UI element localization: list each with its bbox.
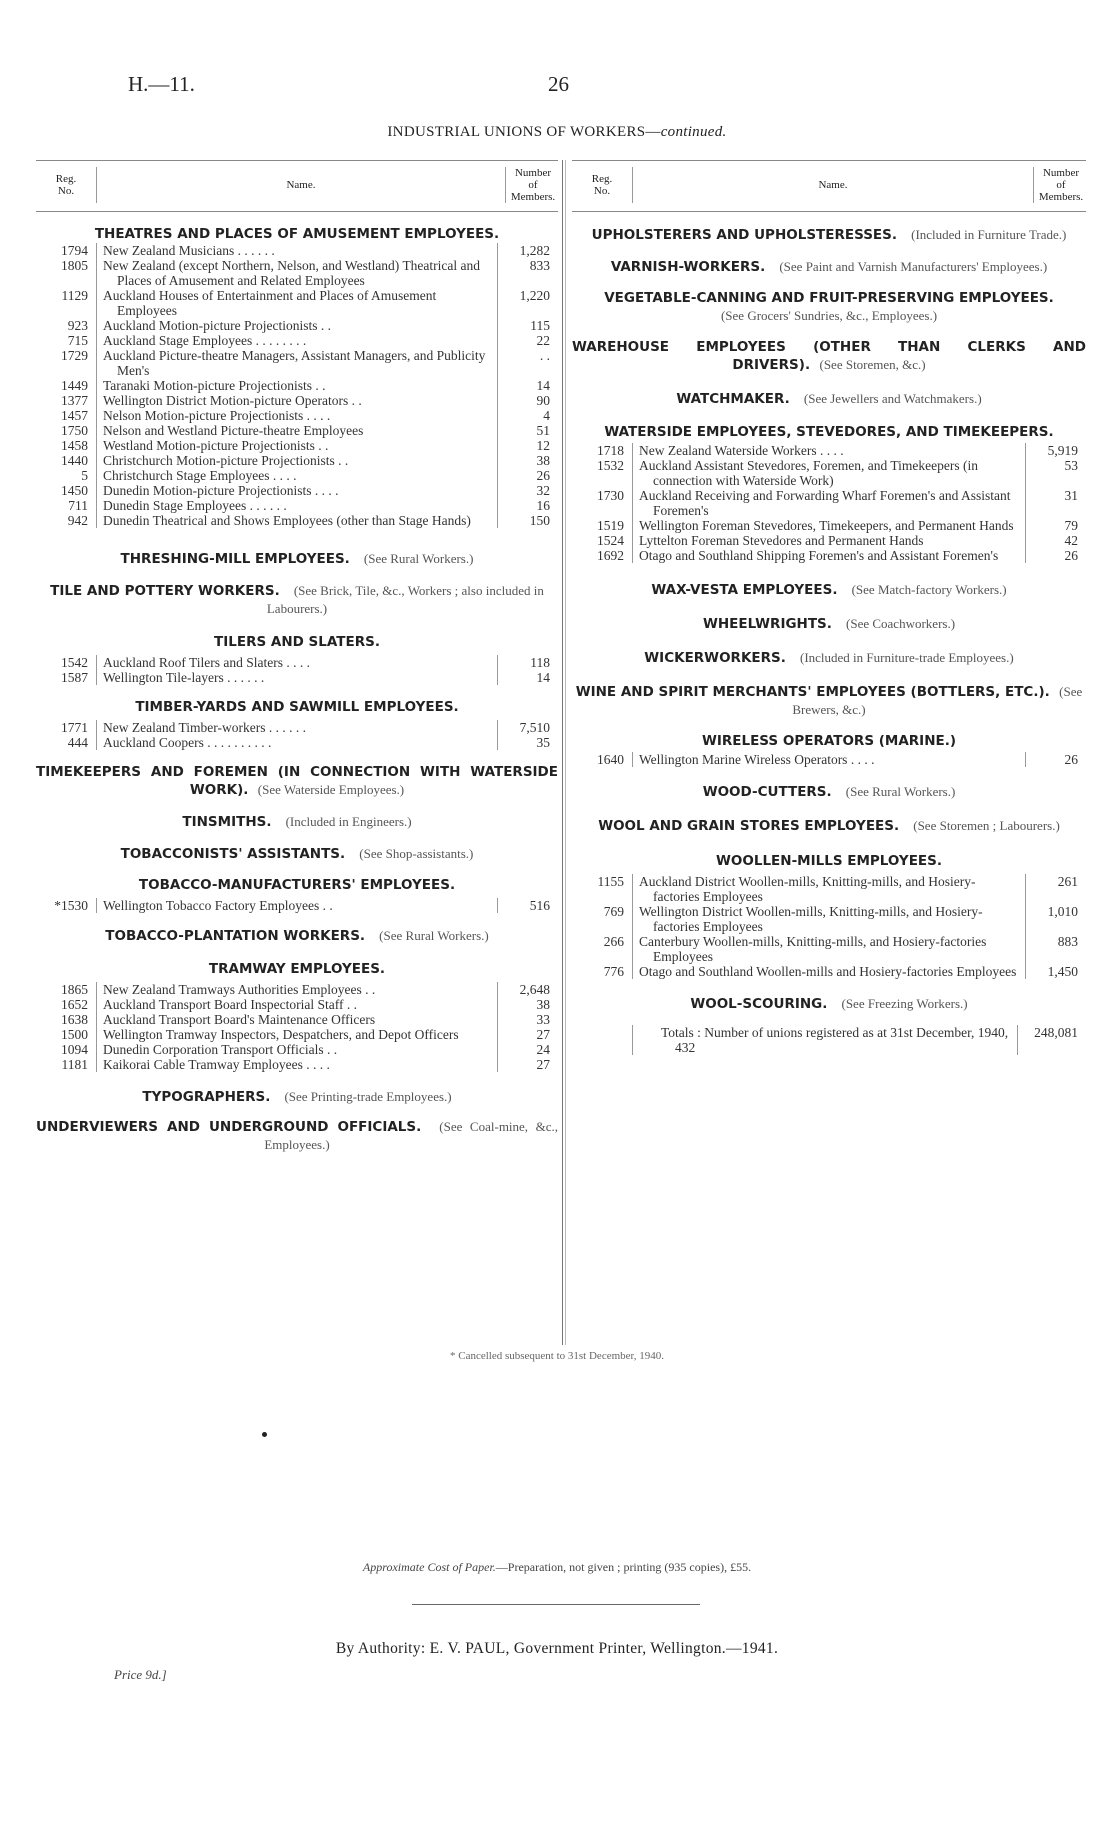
union-name: Kaikorai Cable Tramway Employees . . . . bbox=[103, 1057, 330, 1072]
reg-number: 444 bbox=[67, 735, 88, 750]
reg-number: 776 bbox=[603, 964, 624, 979]
union-name: Dunedin Corporation Transport Officials . . bbox=[103, 1042, 338, 1057]
reg-number: 1729 bbox=[61, 348, 88, 363]
left-column bbox=[36, 160, 558, 1154]
members-header: Number of Members. bbox=[1038, 167, 1084, 203]
union-name: Wellington District Woollen-mills, Knitting-mills, and Hosiery-factories Employees bbox=[639, 904, 983, 934]
name-header: Name. bbox=[96, 167, 506, 203]
section-tobacco-plantation: TOBACCO-PLANTATION WORKERS. (See Rural Workers.) bbox=[105, 928, 489, 944]
member-count: 35 bbox=[498, 735, 559, 750]
table-row bbox=[572, 752, 1086, 767]
union-name: Wellington Tobacco Factory Employees . . bbox=[103, 898, 333, 913]
page-title bbox=[0, 124, 1114, 141]
reg-number: 1652 bbox=[61, 997, 88, 1012]
section-vegetable: VEGETABLE-CANNING AND FRUIT-PRESERVING EMPLOYEES. (See Grocers' Sundries, &c., Employees.) bbox=[604, 290, 1054, 323]
reg-number: 1730 bbox=[597, 488, 624, 503]
table-row bbox=[572, 548, 1086, 563]
table-row bbox=[36, 655, 558, 670]
reg-number: 1750 bbox=[61, 423, 88, 438]
reg-number: 1692 bbox=[597, 548, 624, 563]
member-count: 5,919 bbox=[1026, 443, 1087, 458]
union-name: Auckland Assistant Stevedores, Foremen, and Timekeepers (in connection with Waterside Work) bbox=[639, 458, 978, 488]
section-watchmaker: WATCHMAKER. (See Jewellers and Watchmakers.) bbox=[676, 391, 982, 407]
section-warehouse: WAREHOUSE EMPLOYEES (OTHER THAN CLERKS AND DRIVERS). (See Storemen, &c.) bbox=[572, 339, 1086, 373]
member-count: 14 bbox=[498, 378, 559, 393]
reg-number: 5 bbox=[81, 468, 88, 483]
members-header: Number of Members. bbox=[510, 167, 556, 203]
table-row bbox=[572, 874, 1086, 904]
union-name: Auckland Houses of Entertainment and Places of Amusement Employees bbox=[103, 288, 437, 318]
member-count: 38 bbox=[498, 997, 559, 1012]
member-count: 27 bbox=[498, 1057, 559, 1072]
table-wireless bbox=[572, 752, 1086, 767]
table-row bbox=[36, 498, 558, 513]
reg-number: 1587 bbox=[61, 670, 88, 685]
reg-number: 1450 bbox=[61, 483, 88, 498]
price: Price 9d.] bbox=[114, 1667, 167, 1682]
section-wheelwrights: WHEELWRIGHTS. (See Coachworkers.) bbox=[702, 616, 956, 632]
reg-number: 1805 bbox=[61, 258, 88, 273]
member-count: 1,010 bbox=[1026, 904, 1087, 934]
page-title-main: INDUSTRIAL UNIONS OF WORKERS— bbox=[387, 124, 661, 140]
union-name: New Zealand (except Northern, Nelson, and Westland) Theatrical and Places of Amusement and Related Employees bbox=[103, 258, 481, 288]
table-row bbox=[36, 1042, 558, 1057]
table-row bbox=[36, 453, 558, 468]
union-name: Wellington Tile-layers . . . . . . bbox=[103, 670, 265, 685]
table-row bbox=[36, 333, 558, 348]
table-row bbox=[36, 378, 558, 393]
member-count: 27 bbox=[498, 1027, 559, 1042]
member-count: 4 bbox=[498, 408, 559, 423]
section-waxvesta: WAX-VESTA EMPLOYEES. (See Match-factory Workers.) bbox=[651, 582, 1007, 598]
reg-number: 942 bbox=[67, 513, 88, 528]
union-name: Canterbury Woollen-mills, Knitting-mills, and Hosiery-factories Employees bbox=[639, 934, 987, 964]
table-tilers bbox=[36, 655, 558, 685]
member-count: 26 bbox=[498, 468, 559, 483]
member-count: 38 bbox=[498, 453, 559, 468]
reg-no-header: Reg. No. bbox=[591, 173, 613, 197]
totals-label: Totals : Number of unions registered as at 31st December, 1940, 432 bbox=[661, 1025, 1009, 1055]
reg-number: *1530 bbox=[54, 898, 88, 913]
member-count: 261 bbox=[1026, 874, 1087, 904]
section-title-wireless: WIRELESS OPERATORS (MARINE.) bbox=[701, 733, 957, 749]
reg-number: 1155 bbox=[597, 874, 624, 889]
reg-number: 1094 bbox=[61, 1042, 88, 1057]
union-name: Taranaki Motion-picture Projectionists . . bbox=[103, 378, 326, 393]
union-name: Auckland Transport Board Inspectorial Staff . . bbox=[103, 997, 357, 1012]
section-title-tobacco-mfr: TOBACCO-MANUFACTURERS' EMPLOYEES. bbox=[138, 877, 456, 893]
member-count: 883 bbox=[1026, 934, 1087, 964]
member-count: 150 bbox=[498, 513, 559, 528]
table-row bbox=[36, 348, 558, 378]
member-count: 7,510 bbox=[498, 720, 559, 735]
reg-number: 1458 bbox=[61, 438, 88, 453]
table-row bbox=[36, 720, 558, 735]
section-varnish: VARNISH-WORKERS. (See Paint and Varnish Manufacturers' Employees.) bbox=[610, 259, 1048, 275]
member-count: 516 bbox=[498, 898, 559, 913]
member-count: 14 bbox=[498, 670, 559, 685]
table-tobacco-mfr bbox=[36, 898, 558, 913]
member-count: 26 bbox=[1026, 752, 1087, 767]
member-count: 79 bbox=[1026, 518, 1087, 533]
section-threshing: THRESHING-MILL EMPLOYEES. (See Rural Workers.) bbox=[120, 551, 474, 567]
section-title-tilers: TILERS AND SLATERS. bbox=[214, 634, 380, 650]
reg-number: 769 bbox=[603, 904, 624, 919]
printer-authority: By Authority: E. V. PAUL, Government Printer, Wellington.—1941. bbox=[335, 1640, 779, 1657]
reg-number: 923 bbox=[67, 318, 88, 333]
table-row bbox=[36, 735, 558, 750]
union-name: Auckland Receiving and Forwarding Wharf Foremen's and Assistant Foremen's bbox=[639, 488, 1011, 518]
reg-number: 715 bbox=[67, 333, 88, 348]
totals-row bbox=[572, 1025, 1086, 1055]
reg-no-header: Reg. No. bbox=[55, 173, 77, 197]
footer-rule bbox=[412, 1604, 700, 1605]
member-count: . . bbox=[498, 348, 559, 378]
section-wine: WINE AND SPIRIT MERCHANTS' EMPLOYEES (BOTTLERS, ETC.). (See Brewers, &c.) bbox=[575, 684, 1083, 717]
table-row bbox=[36, 1027, 558, 1042]
table-waterside bbox=[572, 443, 1086, 563]
member-count: 51 bbox=[498, 423, 559, 438]
member-count: 833 bbox=[498, 258, 559, 288]
member-count: 115 bbox=[498, 318, 559, 333]
union-name: Auckland Motion-picture Projectionists . . bbox=[103, 318, 331, 333]
union-name: Lyttelton Foreman Stevedores and Permanent Hands bbox=[639, 533, 924, 548]
table-row bbox=[36, 318, 558, 333]
reg-number: 1771 bbox=[61, 720, 88, 735]
member-count: 26 bbox=[1026, 548, 1087, 563]
reg-number: 1524 bbox=[597, 533, 624, 548]
union-name: Christchurch Stage Employees . . . . bbox=[103, 468, 297, 483]
reg-number: 1532 bbox=[597, 458, 624, 473]
left-column-header bbox=[36, 160, 558, 212]
stray-mark bbox=[262, 1432, 267, 1437]
union-name: Nelson Motion-picture Projectionists . . . . bbox=[103, 408, 331, 423]
cost-of-paper: Approximate Cost of Paper.—Preparation, not given ; printing (935 copies), £55. bbox=[362, 1560, 752, 1574]
union-name: Wellington Tramway Inspectors, Despatchers, and Depot Officers bbox=[103, 1027, 459, 1042]
union-name: Dunedin Stage Employees . . . . . . bbox=[103, 498, 287, 513]
member-count: 24 bbox=[498, 1042, 559, 1057]
table-row bbox=[36, 483, 558, 498]
section-timekeepers: TIMEKEEPERS AND FOREMEN (IN CONNECTION WITH WATERSIDE WORK). (See Waterside Employees.) bbox=[36, 764, 558, 798]
reg-number: 711 bbox=[68, 498, 88, 513]
union-name: Auckland Roof Tilers and Slaters . . . . bbox=[103, 655, 310, 670]
union-name: Dunedin Theatrical and Shows Employees (other than Stage Hands) bbox=[103, 513, 471, 528]
member-count: 90 bbox=[498, 393, 559, 408]
union-name: Auckland District Woollen-mills, Knitting-mills, and Hosiery-factories Employees bbox=[639, 874, 976, 904]
member-count: 12 bbox=[498, 438, 559, 453]
table-row bbox=[572, 964, 1086, 979]
table-row bbox=[36, 1012, 558, 1027]
section-title-tramway: TRAMWAY EMPLOYEES. bbox=[208, 961, 386, 977]
union-name: New Zealand Tramways Authorities Employees . . bbox=[103, 982, 376, 997]
section-title-woollen: WOOLLEN-MILLS EMPLOYEES. bbox=[716, 853, 942, 869]
table-row bbox=[36, 513, 558, 528]
union-name: Auckland Picture-theatre Managers, Assistant Managers, and Publicity Men's bbox=[103, 348, 486, 378]
page-number: 26 bbox=[548, 72, 569, 96]
table-row bbox=[36, 423, 558, 438]
union-name: Westland Motion-picture Projectionists . . bbox=[103, 438, 329, 453]
column-divider bbox=[562, 160, 563, 1345]
page-title-continued: continued. bbox=[660, 124, 727, 140]
member-count: 53 bbox=[1026, 458, 1087, 488]
reg-number: 1794 bbox=[61, 243, 88, 258]
section-title-timber: TIMBER-YARDS AND SAWMILL EMPLOYEES. bbox=[135, 699, 459, 715]
section-wool-grain: WOOL AND GRAIN STORES EMPLOYEES. (See Storemen ; Labourers.) bbox=[598, 818, 1060, 834]
reg-number: 1440 bbox=[61, 453, 88, 468]
union-name: New Zealand Waterside Workers . . . . bbox=[639, 443, 844, 458]
union-name: Nelson and Westland Picture-theatre Employees bbox=[103, 423, 364, 438]
union-name: Dunedin Motion-picture Projectionists . . . . bbox=[103, 483, 339, 498]
table-tramway bbox=[36, 982, 558, 1072]
section-woolscouring: WOOL-SCOURING. (See Freezing Workers.) bbox=[690, 996, 968, 1012]
member-count: 22 bbox=[498, 333, 559, 348]
reg-number: 1519 bbox=[597, 518, 624, 533]
table-row bbox=[36, 670, 558, 685]
section-tobacconists: TOBACCONISTS' ASSISTANTS. (See Shop-assistants.) bbox=[120, 846, 474, 862]
right-column bbox=[572, 160, 1086, 1055]
reg-number: 1542 bbox=[61, 655, 88, 670]
union-name: Christchurch Motion-picture Projectionists . . bbox=[103, 453, 349, 468]
reg-number: 1638 bbox=[61, 1012, 88, 1027]
reg-number: 1640 bbox=[597, 752, 624, 767]
union-name: Wellington District Motion-picture Operators . . bbox=[103, 393, 362, 408]
table-row bbox=[36, 258, 558, 288]
section-tile: TILE AND POTTERY WORKERS. (See Brick, Tile, &c., Workers ; also included in Labourers.) bbox=[50, 583, 544, 616]
member-count: 1,220 bbox=[498, 288, 559, 318]
member-count: 1,282 bbox=[498, 243, 559, 258]
member-count: 31 bbox=[1026, 488, 1087, 518]
reg-number: 1449 bbox=[61, 378, 88, 393]
union-name: Auckland Stage Employees . . . . . . . . bbox=[103, 333, 307, 348]
table-row bbox=[36, 468, 558, 483]
section-typographers: TYPOGRAPHERS. (See Printing-trade Employees.) bbox=[142, 1089, 452, 1105]
table-woollen bbox=[572, 874, 1086, 979]
table-theatres bbox=[36, 243, 558, 528]
section-woodcutters: WOOD-CUTTERS. (See Rural Workers.) bbox=[702, 784, 956, 800]
reg-number: 266 bbox=[603, 934, 624, 949]
member-count: 42 bbox=[1026, 533, 1087, 548]
reg-number: 1129 bbox=[61, 288, 88, 303]
totals-value: 248,081 bbox=[1018, 1025, 1087, 1055]
union-name: Wellington Foreman Stevedores, Timekeepers, and Permanent Hands bbox=[639, 518, 1014, 533]
union-name: New Zealand Timber-workers . . . . . . bbox=[103, 720, 306, 735]
section-upholsterers: UPHOLSTERERS AND UPHOLSTERESSES. (Included in Furniture Trade.) bbox=[591, 227, 1067, 243]
union-name: Auckland Coopers . . . . . . . . . . bbox=[103, 735, 272, 750]
table-row bbox=[36, 393, 558, 408]
table-row bbox=[36, 982, 558, 997]
table-row bbox=[572, 934, 1086, 964]
table-timber bbox=[36, 720, 558, 750]
table-row bbox=[36, 288, 558, 318]
member-count: 32 bbox=[498, 483, 559, 498]
union-name: Auckland Transport Board's Maintenance Officers bbox=[103, 1012, 376, 1027]
reg-number: 1865 bbox=[61, 982, 88, 997]
union-name: New Zealand Musicians . . . . . . bbox=[103, 243, 275, 258]
sheet-number: H.—11. bbox=[128, 72, 195, 96]
table-row bbox=[36, 1057, 558, 1072]
section-wickerworkers: WICKERWORKERS. (Included in Furniture-trade Employees.) bbox=[644, 650, 1014, 666]
section-title-theatres: THEATRES AND PLACES OF AMUSEMENT EMPLOYEES. bbox=[94, 226, 500, 242]
name-header: Name. bbox=[632, 167, 1034, 203]
table-row bbox=[36, 438, 558, 453]
table-row bbox=[572, 443, 1086, 458]
cancelled-note: * Cancelled subsequent to 31st December, 1940. bbox=[449, 1350, 664, 1362]
reg-number: 1718 bbox=[597, 443, 624, 458]
section-title-waterside: WATERSIDE EMPLOYEES, STEVEDORES, AND TIMEKEEPERS. bbox=[604, 424, 1054, 440]
table-row bbox=[36, 997, 558, 1012]
section-underviewers: UNDERVIEWERS AND UNDERGROUND OFFICIALS. (See Coal-mine, &c., Employees.) bbox=[36, 1119, 558, 1152]
table-row bbox=[572, 518, 1086, 533]
reg-number: 1181 bbox=[61, 1057, 88, 1072]
member-count: 2,648 bbox=[498, 982, 559, 997]
union-name: Otago and Southland Woollen-mills and Hosiery-factories Employees bbox=[639, 964, 1017, 979]
member-count: 118 bbox=[498, 655, 559, 670]
member-count: 1,450 bbox=[1026, 964, 1087, 979]
reg-number: 1500 bbox=[61, 1027, 88, 1042]
member-count: 33 bbox=[498, 1012, 559, 1027]
table-row bbox=[36, 408, 558, 423]
reg-number: 1457 bbox=[61, 408, 88, 423]
table-row bbox=[572, 533, 1086, 548]
union-name: Otago and Southland Shipping Foremen's and Assistant Foremen's bbox=[639, 548, 999, 563]
member-count: 16 bbox=[498, 498, 559, 513]
table-row bbox=[572, 488, 1086, 518]
right-column-header bbox=[572, 160, 1086, 212]
section-tinsmiths: TINSMITHS. (Included in Engineers.) bbox=[182, 814, 412, 830]
table-row bbox=[572, 458, 1086, 488]
reg-number: 1377 bbox=[61, 393, 88, 408]
table-row bbox=[36, 898, 558, 913]
union-name: Wellington Marine Wireless Operators . . . . bbox=[639, 752, 875, 767]
table-row bbox=[572, 904, 1086, 934]
table-row bbox=[36, 243, 558, 258]
